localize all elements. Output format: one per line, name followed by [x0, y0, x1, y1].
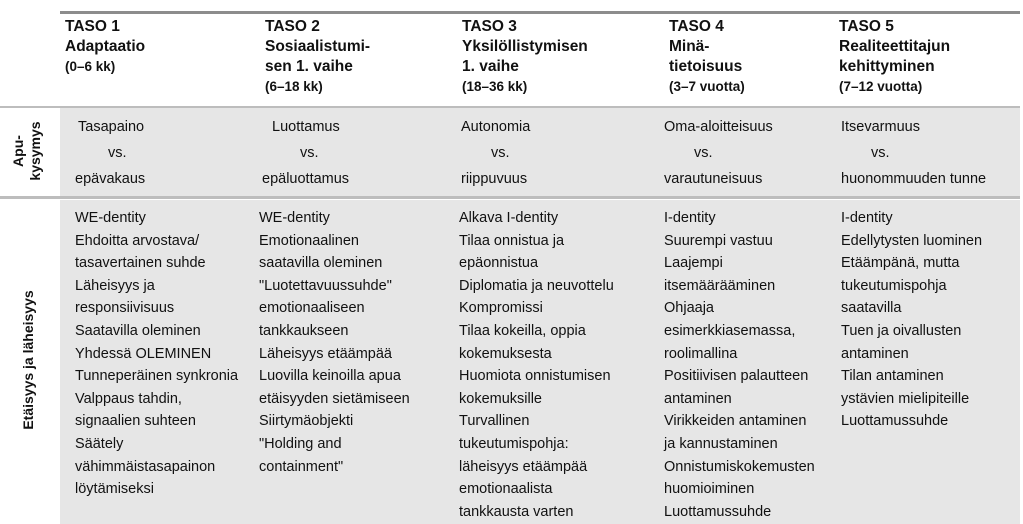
level-2-items: WE-dentity Emotionaalinen saatavilla oleminen "Luotettavuussuhde" emotionaaliseen tankkaukseen Läheisyys etäämpää Luovilla keinoilla apua etäisyyden sietämiseen Siirtymäobjekti "Holding and containment" [259, 210, 410, 475]
level-3-items: Alkava I-dentity Tilaa onnistua ja epäonnistua Diplomatia ja neuvottelu Kompromissi Tilaa kokeilla, oppia kokemuksesta Huomiota onnistumisen kokemuksille Turvallinen tukeutumispohja: läheisyys etäämpää emotionaalista tankkausta varten [459, 210, 614, 520]
top-border [60, 11, 1020, 14]
level-3-header: TASO 3 Yksilöllistymisen 1. vaihe (18–36 kk) [462, 18, 588, 94]
level-1-question: Tasapaino vs. epävakaus [75, 119, 146, 187]
level-1-header: TASO 1 Adaptaatio (0–6 kk) [65, 18, 146, 74]
main-row-label: Etäisyys ja läheisyys [20, 290, 36, 430]
question-row-label: Apu- kysymys [10, 121, 43, 181]
level-5-header: TASO 5 Realiteettitajun kehittyminen (7–12 vuotta) [839, 18, 951, 94]
level-3-question: Autonomia vs. riippuvuus [461, 119, 531, 187]
level-5-question: Itsevarmuus vs. huonommuuden tunne [841, 119, 987, 187]
level-4-question: Oma-aloitteisuus vs. varautuneisuus [664, 119, 773, 187]
level-5-items: I-dentity Edellytysten luominen Etäämpänä, mutta tukeutumispohja saatavilla Tuen ja oivallusten antaminen Tilan antaminen ystävien mielipiteille Luottamussuhde [841, 210, 983, 430]
level-1-items: WE-dentity Ehdoitta arvostava/ tasavertainen suhde Läheisyys ja responsiivisuus Saatavilla oleminen Yhdessä OLEMINEN Tunneperäinen synkronia Valppaus tahdin, signaalien suhteen Säätely vähimmäistasapainon löytämiseksi [75, 210, 239, 498]
level-4-items: I-dentity Suurempi vastuu Laajempi itsemäärääminen Ohjaaja esimerkkiasemassa, roolimallina Positiivisen palautteen antaminen Virikkeiden antaminen ja kannustaminen Onnistumiskokemusten huomioiminen Luottamussuhde [664, 210, 815, 520]
level-4-header: TASO 4 Minä- tietoisuus (3–7 vuotta) [669, 18, 745, 94]
level-2-header: TASO 2 Sosiaalistumi- sen 1. vaihe (6–18 kk) [265, 18, 371, 94]
header-divider [0, 106, 1020, 108]
level-2-question: Luottamus vs. epäluottamus [262, 119, 350, 187]
question-divider [0, 196, 1020, 199]
